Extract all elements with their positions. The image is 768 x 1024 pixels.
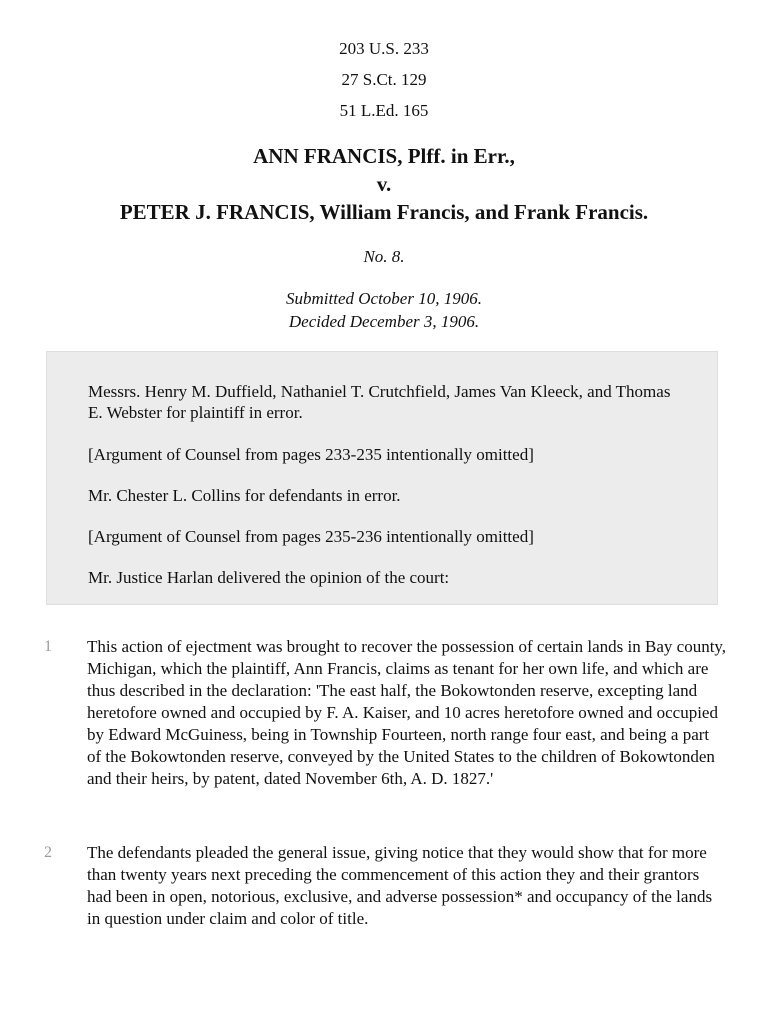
- plaintiff-name: ANN FRANCIS, Plff. in Err.,: [253, 144, 515, 168]
- decided-date: Decided December 3, 1906.: [288, 312, 480, 331]
- docket-number: No. 8.: [363, 247, 405, 266]
- omitted-argument-note: [Argument of Counsel from pages 235-236 intentionally omitted]: [88, 527, 534, 546]
- paragraph-text: This action of ejectment was brought to recover the possession of certain lands in Bay county, Michigan, which the plaintiff, Ann Francis, claims as tenant for her own life, and which are thus described in the declaration: 'The east half, the Bokowtonden reserve, excepting land heretofore owned and occupied by F. A. Kaiser, and 10 acres heretofore owned and occupied by Edward McGuiness, being in Township Fourteen, north range four east, and being a part of the Bokowtonden reserve, conveyed by the United States to the children of Bokowtonden and their heirs, by patent, dated November 6th, A. D. 1827.': [87, 637, 727, 788]
- supreme-court-reporter-citation: 27 S.Ct. 129: [341, 70, 427, 89]
- omitted-argument-note: [Argument of Counsel from pages 233-235 intentionally omitted]: [88, 445, 534, 464]
- paragraph-number: 2: [44, 844, 52, 861]
- citations: [0, 33, 768, 126]
- paragraph-number: 1: [44, 638, 52, 655]
- us-reports-citation: 203 U.S. 233: [339, 39, 429, 58]
- case-caption: [0, 142, 768, 226]
- defendants-names: PETER J. FRANCIS, William Francis, and Frank Francis.: [119, 200, 649, 224]
- paragraph-text: The defendants pleaded the general issue, giving notice that they would show that for more than twenty years next preceding the commencement of this action they and their grantors had been in open, notorious, exclusive, and adverse possession* and occupancy of the lands in question under claim and color of title.: [87, 843, 713, 928]
- lawyers-edition-citation: 51 L.Ed. 165: [339, 101, 429, 120]
- opinion-author: Mr. Justice Harlan delivered the opinion of the court:: [88, 568, 450, 587]
- versus-label: v.: [376, 172, 392, 196]
- plaintiff-counsel: Messrs. Henry M. Duffield, Nathaniel T. Crutchfield, James Van Kleeck, and Thomas E. Webster for plaintiff in error.: [88, 382, 671, 422]
- counsel-box: [46, 351, 718, 605]
- defendant-counsel: Mr. Chester L. Collins for defendants in error.: [88, 486, 401, 505]
- submitted-date: Submitted October 10, 1906.: [286, 289, 482, 308]
- case-dates: [0, 287, 768, 333]
